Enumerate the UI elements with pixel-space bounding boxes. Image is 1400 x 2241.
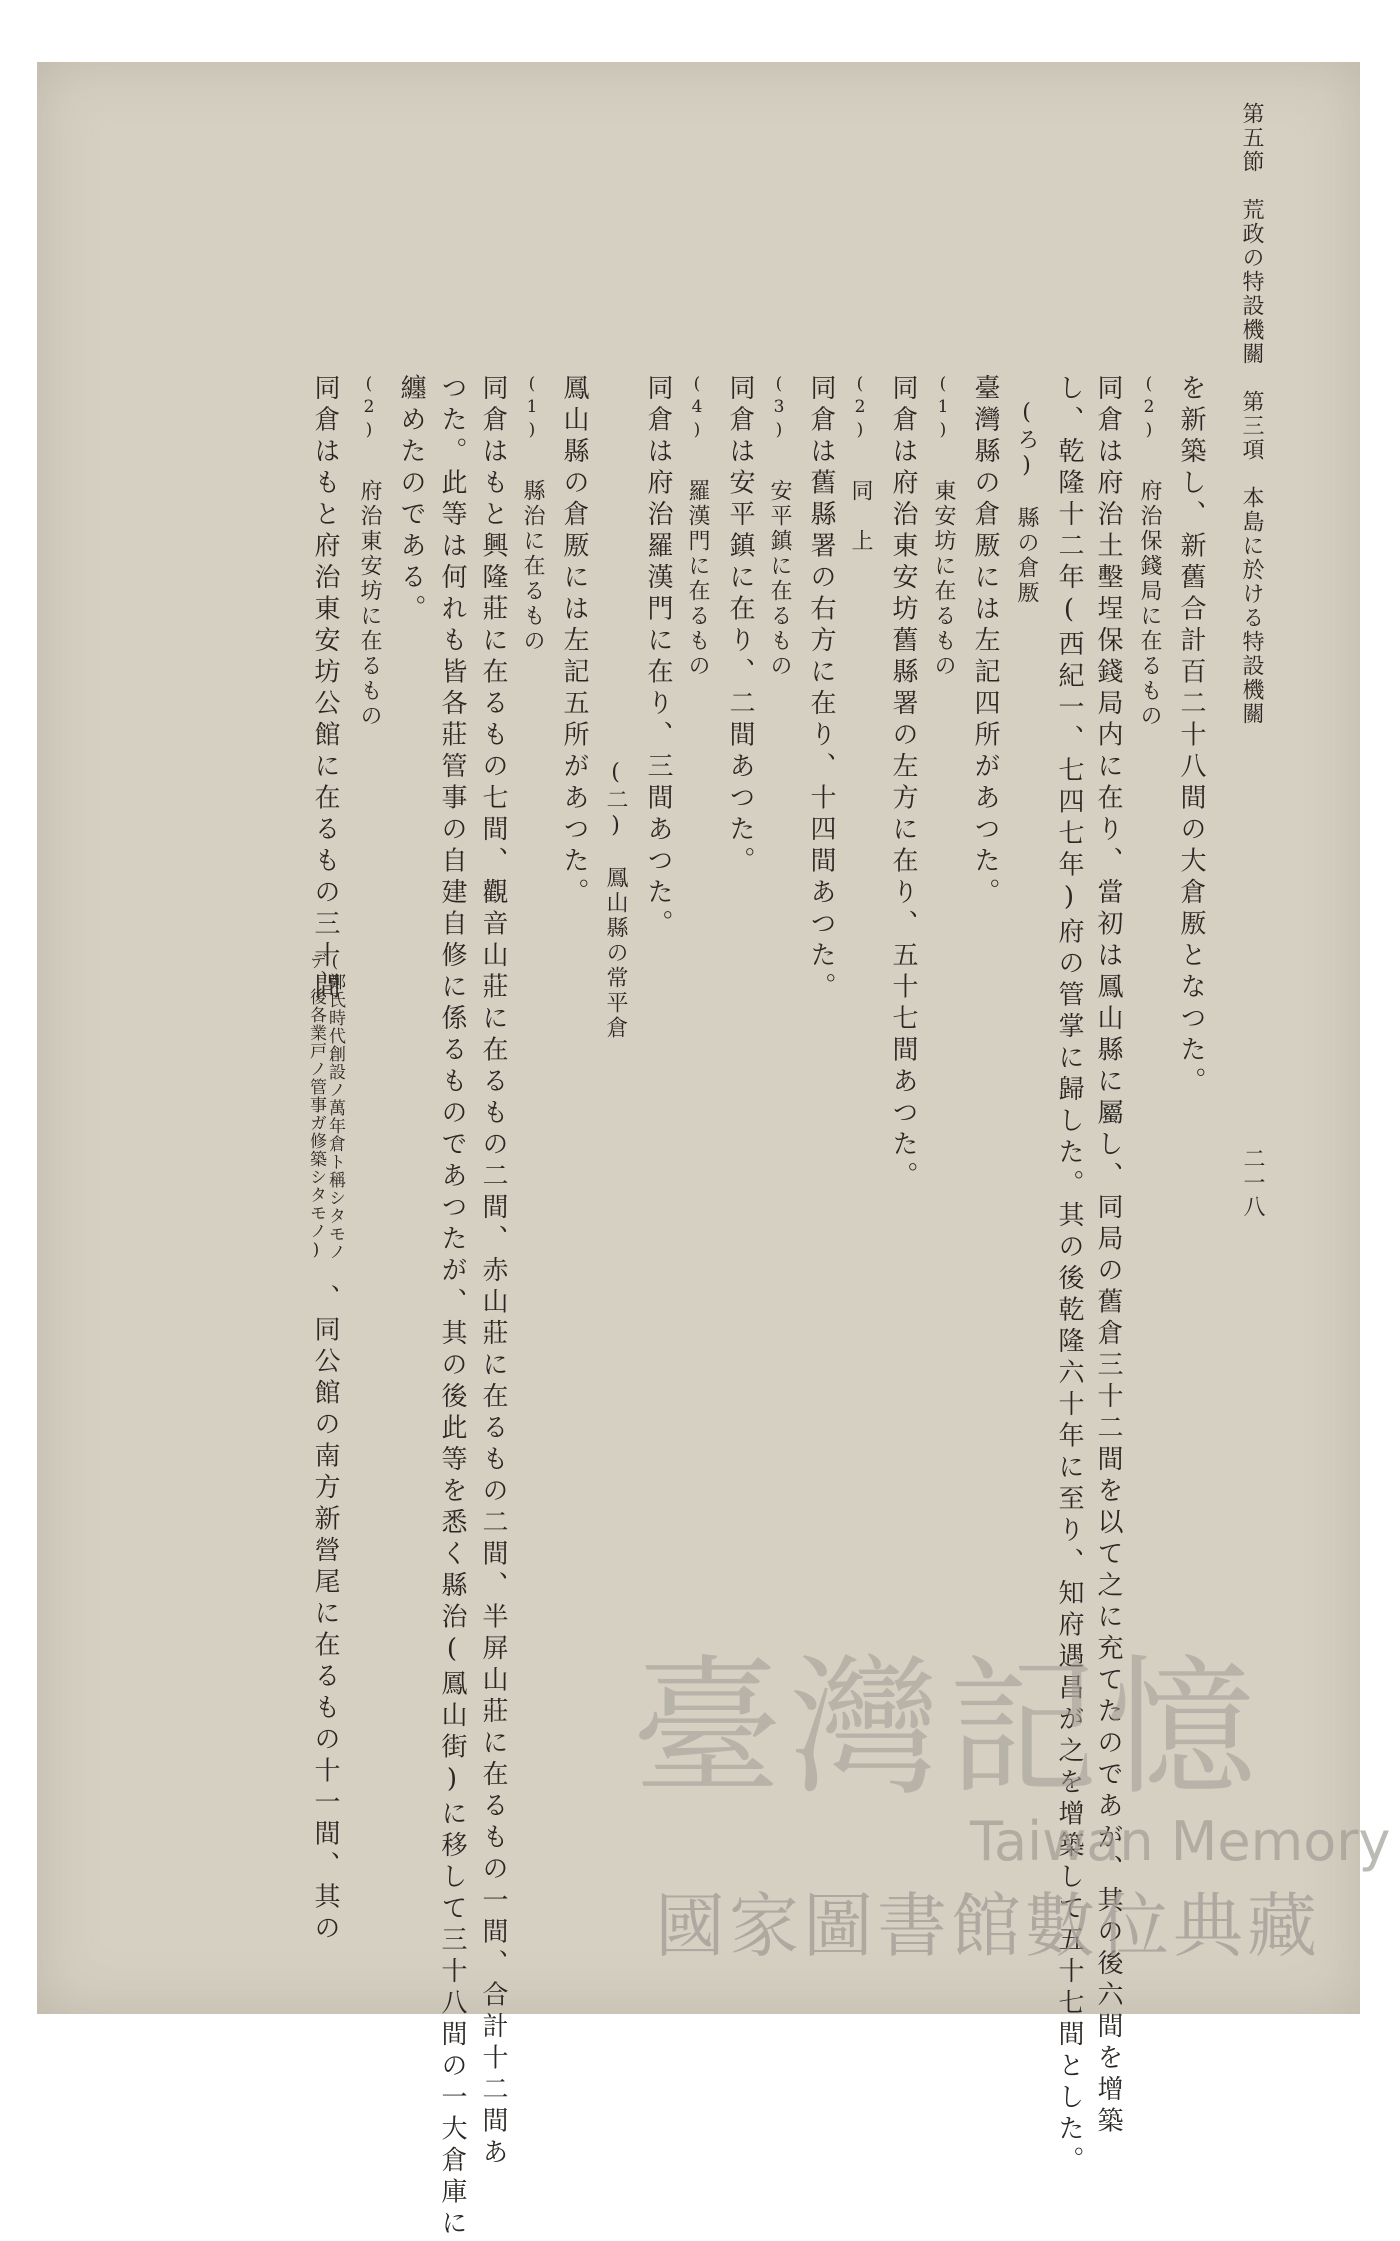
item-title: 羅漢門に在るもの <box>685 479 710 679</box>
item-number: (2) <box>850 374 870 443</box>
item-heading <box>768 374 790 679</box>
text-column: 同倉は府治羅漢門に在り、三間あつた。 <box>643 374 673 941</box>
item-heading <box>932 374 954 679</box>
item-heading <box>1138 374 1160 729</box>
item-number: (1) <box>933 374 953 443</box>
text-column: 同倉は舊縣署の右方に在り、十四間あつた。 <box>806 374 836 1004</box>
item-heading <box>358 374 380 729</box>
text-column: 鳳山縣の倉厫には左記五所があつた。 <box>559 374 589 910</box>
inline-note: デ、後各業戸ノ管事ガ修築シタモノ) <box>306 952 326 1261</box>
item-title: 府治東安坊に在るもの <box>357 479 382 729</box>
item-title: 安平鎮に在るもの <box>767 479 792 679</box>
page-number: 二一八 <box>1240 1147 1265 1219</box>
text-column: つた。此等は何れも皆各莊管事の自建自修に係るものであつたが、其の後此等を悉く縣治(鳳山街)に移して三十八間の一大倉庫に <box>437 374 467 2241</box>
book-page <box>37 62 1391 2241</box>
item-title: 縣治に在るもの <box>520 479 545 654</box>
text-column: 臺灣縣の倉厫には左記四所があつた。 <box>970 374 1000 910</box>
item-title: 東安坊に在るもの <box>931 479 956 679</box>
item-heading <box>686 374 708 679</box>
item-number: (2) <box>1139 374 1159 443</box>
text-column: 同倉は安平鎮に在り、二間あつた。 <box>725 374 755 878</box>
text-column: 同倉は府治土墼埕保錢局内に在り、當初は鳳山縣に屬し、同局の舊倉三十二間を以て之に充てたのであが、其の後六間を增築 <box>1093 374 1123 2138</box>
text-column: を新築し、新舊合計百二十八間の大倉厫となつた。 <box>1176 374 1206 1099</box>
text-column: 同倉は府治東安坊舊縣署の左方に在り、五十七間あつた。 <box>888 374 918 1193</box>
text-column: 纏めたのである。 <box>396 374 426 626</box>
watermark-logo: 臺灣記憶 <box>632 1642 1265 1816</box>
watermark-english: Taiwan Memory <box>970 1810 1391 1873</box>
item-heading <box>849 374 871 554</box>
item-number: (4) <box>687 374 707 443</box>
item-number: (2) <box>359 374 379 443</box>
item-number: (1) <box>522 374 542 443</box>
item-heading <box>521 374 543 654</box>
text-column: 同倉はもと興隆莊に在るもの七間、觀音山莊に在るもの二間、赤山莊に在るもの二間、半屏山莊に在るもの一間、合計十二間あ <box>478 374 508 2170</box>
item-number: (3) <box>769 374 789 443</box>
subsection-heading: (ろ) 縣の倉厫 <box>1014 400 1039 606</box>
inline-note: (鄭氏時代創設ノ萬年倉ト稱シタモノ <box>325 952 345 1261</box>
text-column: 同倉はもと府治東安坊公館に在るもの三十間 <box>310 374 340 1004</box>
subsection-heading: (二) 鳳山縣の常平倉 <box>603 760 628 1041</box>
text-column: し、乾隆十二年(西紀一、七四七年)府の管掌に歸した。其の後乾隆六十年に至り、知府遇昌が之を增築して五十七間とした。 <box>1054 374 1084 2178</box>
watermark-chinese: 國家圖書館數位典藏 <box>655 1885 1321 1967</box>
item-title: 府治保錢局に在るもの <box>1137 479 1162 729</box>
section-header: 第五節 荒政の特設機關 第三項 本島に於ける特設機關 <box>1239 102 1264 726</box>
item-title: 同 上 <box>848 479 873 554</box>
text-column: 、同公館の南方新營尾に在るもの十一間、其の <box>310 1284 340 1946</box>
